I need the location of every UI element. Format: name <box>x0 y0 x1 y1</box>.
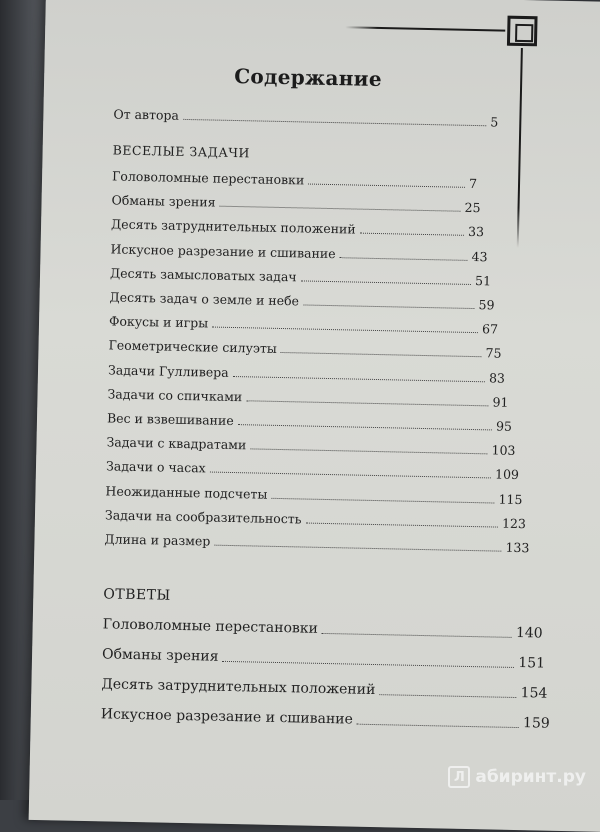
leader-dots <box>219 205 460 212</box>
toc-entry <box>111 217 484 240</box>
toc-entry-page: 83 <box>488 369 506 386</box>
toc-entry-page: 115 <box>498 491 523 507</box>
toc-entry-label: Головоломные перестановки <box>111 168 305 188</box>
toc-entry <box>108 362 505 385</box>
ornament-line-horizontal <box>345 26 505 31</box>
toc-entry <box>110 241 487 264</box>
toc-entry <box>101 706 550 731</box>
toc-entry-label: Задачи о часах <box>105 458 206 476</box>
toc-entry-label: Вес и взвешивание <box>106 410 234 429</box>
leader-dots <box>183 118 486 126</box>
toc-entry-label: Десять задач о земле и небе <box>109 289 300 309</box>
toc-entry-label: Задачи со спичками <box>107 386 243 404</box>
toc-entry-intro <box>113 106 498 129</box>
page-title: Содержание <box>233 63 383 92</box>
toc-entry-label: Геометрические силуэты <box>108 337 277 357</box>
toc-entry-label: Головоломные перестановки <box>102 616 319 637</box>
toc-entry <box>107 386 508 409</box>
toc-entry-page: 91 <box>492 394 509 410</box>
leader-dots <box>303 303 475 309</box>
toc-entry <box>105 483 522 507</box>
leader-dots <box>305 521 498 527</box>
toc-entry-page: 67 <box>481 321 499 337</box>
table-of-contents <box>100 106 550 732</box>
toc-entry-label: Обманы зрения <box>101 646 219 665</box>
toc-entry <box>101 676 547 701</box>
leader-dots <box>322 632 512 638</box>
toc-entry <box>109 289 494 312</box>
toc-entry <box>103 616 543 641</box>
toc-entry-page: 154 <box>520 685 548 702</box>
toc-entry-page: 109 <box>494 466 520 483</box>
toc-entry <box>105 507 526 531</box>
leader-dots <box>340 256 468 261</box>
toc-entry-label: Десять затруднительных положений <box>101 676 376 699</box>
toc-entry-page: 33 <box>467 224 485 240</box>
toc-entry-label: Длина и размер <box>104 531 211 549</box>
toc-entry-label: Задачи с квадратами <box>106 434 247 453</box>
leader-dots <box>233 375 485 382</box>
toc-entry-page: 95 <box>495 418 513 434</box>
leader-dots <box>212 326 478 334</box>
toc-entry-page: 123 <box>501 515 527 531</box>
toc-entry-page: 59 <box>478 297 495 313</box>
labirint-logo-icon: Л <box>448 766 470 788</box>
toc-entry <box>106 435 515 459</box>
leader-dots <box>357 723 519 728</box>
toc-entry-page: 75 <box>485 345 502 362</box>
leader-dots <box>222 660 514 668</box>
toc-entry <box>106 459 519 483</box>
section-heading-fun-tasks: ВЕСЕЛЫЕ ЗАДАЧИ <box>112 142 251 161</box>
toc-entry-label: Искусное разрезание и сшивание <box>110 241 336 261</box>
leader-dots <box>238 423 492 430</box>
toc-entry-page: 133 <box>505 539 530 556</box>
leader-dots <box>250 448 487 455</box>
toc-entry-page: 103 <box>491 442 516 459</box>
toc-entry <box>107 410 512 433</box>
section-heading-answers: ОТВЕТЫ <box>103 586 171 604</box>
toc-entry <box>109 314 498 337</box>
book-page <box>29 0 600 832</box>
toc-entry-page: 7 <box>468 175 478 192</box>
toc-entry-page: 43 <box>471 248 488 264</box>
toc-entry-label: Фокусы и игры <box>108 313 209 331</box>
toc-entry <box>110 265 491 288</box>
leader-dots <box>379 693 516 698</box>
ornament-line-vertical <box>517 48 523 248</box>
leader-dots <box>210 471 491 479</box>
toc-entry-page: 51 <box>474 272 492 289</box>
toc-entry-page: 151 <box>518 655 546 672</box>
leader-dots <box>301 279 471 285</box>
leader-dots <box>246 399 488 406</box>
toc-entry-page: 25 <box>464 200 481 216</box>
leader-dots <box>281 351 482 357</box>
toc-entry-label: Десять замысловатых задач <box>109 265 297 285</box>
toc-entry-label: От автора <box>113 106 180 123</box>
toc-entry-label: Искусное разрезание и сшивание <box>100 706 354 728</box>
watermark-text: абиринт.ру <box>475 767 586 787</box>
toc-entry-label: Задачи Гулливера <box>107 361 229 380</box>
leader-dots <box>360 232 464 236</box>
leader-dots <box>214 544 501 552</box>
leader-dots <box>271 496 494 503</box>
toc-entry <box>111 193 480 216</box>
toc-entry-page: 159 <box>522 715 550 732</box>
toc-entry-label: Десять затруднительных положений <box>110 216 356 237</box>
watermark <box>448 766 586 788</box>
toc-entry <box>112 168 477 191</box>
leader-dots <box>308 183 465 188</box>
toc-entry-page: 140 <box>515 624 543 642</box>
toc-entry-label: Задачи на сообразительность <box>104 507 302 527</box>
toc-entry <box>104 531 529 555</box>
toc-entry-label: Неожиданные подсчеты <box>105 482 268 502</box>
toc-entry <box>108 338 501 361</box>
toc-entry <box>102 646 545 671</box>
corner-ornament <box>507 16 538 47</box>
toc-entry-page: 5 <box>490 114 499 130</box>
toc-entry-label: Обманы зрения <box>111 192 216 210</box>
